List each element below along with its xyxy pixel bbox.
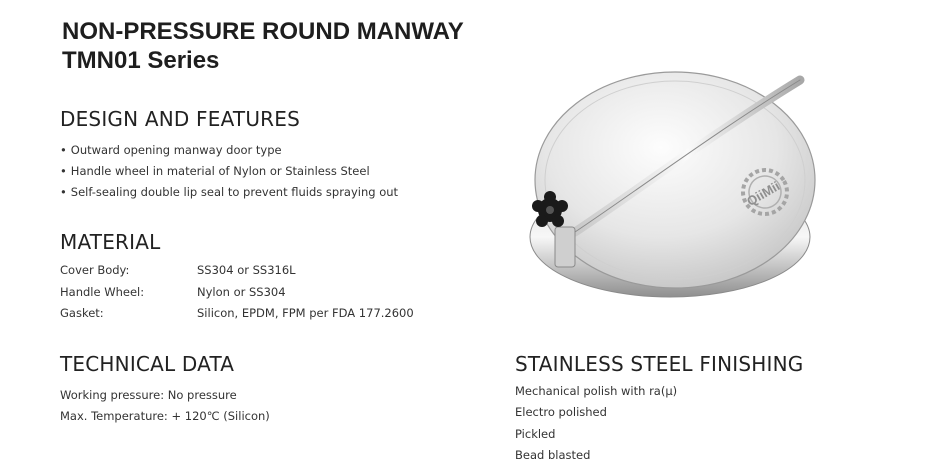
title-line-2: TMN01 Series — [62, 47, 220, 74]
title-line-1: NON-PRESSURE ROUND MANWAY — [62, 18, 464, 45]
spec-label: Cover Body: — [60, 263, 130, 277]
page-title — [62, 17, 464, 75]
list-item: Bead blasted — [515, 447, 591, 462]
list-item: Max. Temperature: + 120℃ (Silicon) — [60, 409, 270, 423]
technical-list — [60, 385, 270, 427]
table-row — [60, 282, 414, 304]
spec-label: Handle Wheel: — [60, 284, 145, 299]
table-row — [60, 303, 414, 325]
material-heading: MATERIAL — [60, 230, 161, 254]
list-item: • Outward opening manway door type — [60, 140, 398, 161]
list-item: Electro polished — [515, 405, 607, 420]
table-row — [60, 260, 414, 282]
design-feature-list — [60, 140, 398, 203]
spec-value: Nylon or SS304 — [197, 284, 286, 299]
list-item: Mechanical polish with ra(μ) — [515, 384, 678, 398]
technical-heading: TECHNICAL DATA — [60, 352, 235, 376]
list-item: • Handle wheel in material of Nylon or Stainless Steel — [60, 161, 398, 182]
design-heading: DESIGN AND FEATURES — [60, 107, 301, 131]
svg-text:QiiMii: QiiMii — [744, 178, 783, 209]
finishing-list — [515, 381, 677, 466]
material-table — [60, 260, 414, 325]
finishing-heading: STAINLESS STEEL FINISHING — [515, 352, 804, 376]
spec-value: Silicon, EPDM, FPM per FDA 177.2600 — [197, 306, 414, 320]
list-item: Pickled — [515, 426, 556, 441]
spec-value: SS304 or SS316L — [197, 263, 296, 277]
list-item: Working pressure: No pressure — [60, 388, 237, 402]
manway-hinge — [555, 227, 575, 267]
manway-product-image — [515, 62, 825, 312]
list-item: • Self-sealing double lip seal to prevent fluids spraying out — [60, 182, 398, 203]
spec-label: Gasket: — [60, 306, 104, 320]
